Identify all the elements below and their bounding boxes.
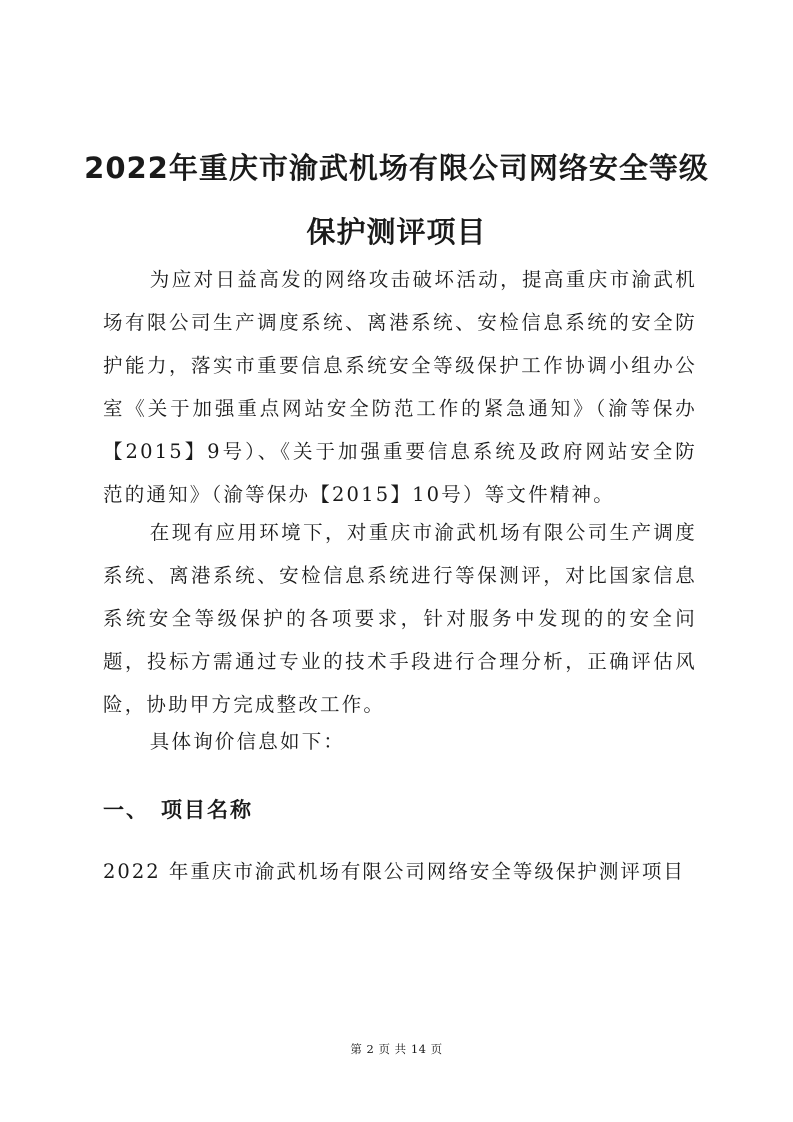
- page-number-footer: 第 2 页 共 14 页: [350, 1042, 443, 1056]
- paragraph-inquiry-intro: 具体询价信息如下：: [149, 730, 346, 753]
- paragraph-background: 为应对日益高发的网络攻击破坏活动，提高重庆市渝武机场有限公司生产调度系统、离港系统、安检信息系统的安全防护能力，落实市重要信息系统安全等级保护工作协调小组办公室《关于加强重点网站安全防范工作的紧急通知》（渝等保办【2015】9号）、《关于加强重要信息系统及政府网站安全防范的通知》（渝等保办【2015】10号）等文件精神。: [103, 268, 697, 506]
- section-number: 一、: [103, 798, 149, 822]
- paragraph-scope: 在现有应用环境下，对重庆市渝武机场有限公司生产调度系统、离港系统、安检信息系统进行等保测评，对比国家信息系统安全等级保护的各项要求，针对服务中发现的的安全问题，投标方需通过专业的技术手段进行合理分析，正确评估风险，协助甲方完成整改工作。: [103, 521, 697, 716]
- section-title: 项目名称: [161, 798, 253, 822]
- project-name-text: 2022 年重庆市渝武机场有限公司网络安全等级保护测评项目: [103, 860, 685, 883]
- document-title-line1: 2022年重庆市渝武机场有限公司网络安全等级: [84, 151, 709, 185]
- section-heading: [103, 794, 253, 824]
- document-title-line2: 保护测评项目: [306, 215, 487, 249]
